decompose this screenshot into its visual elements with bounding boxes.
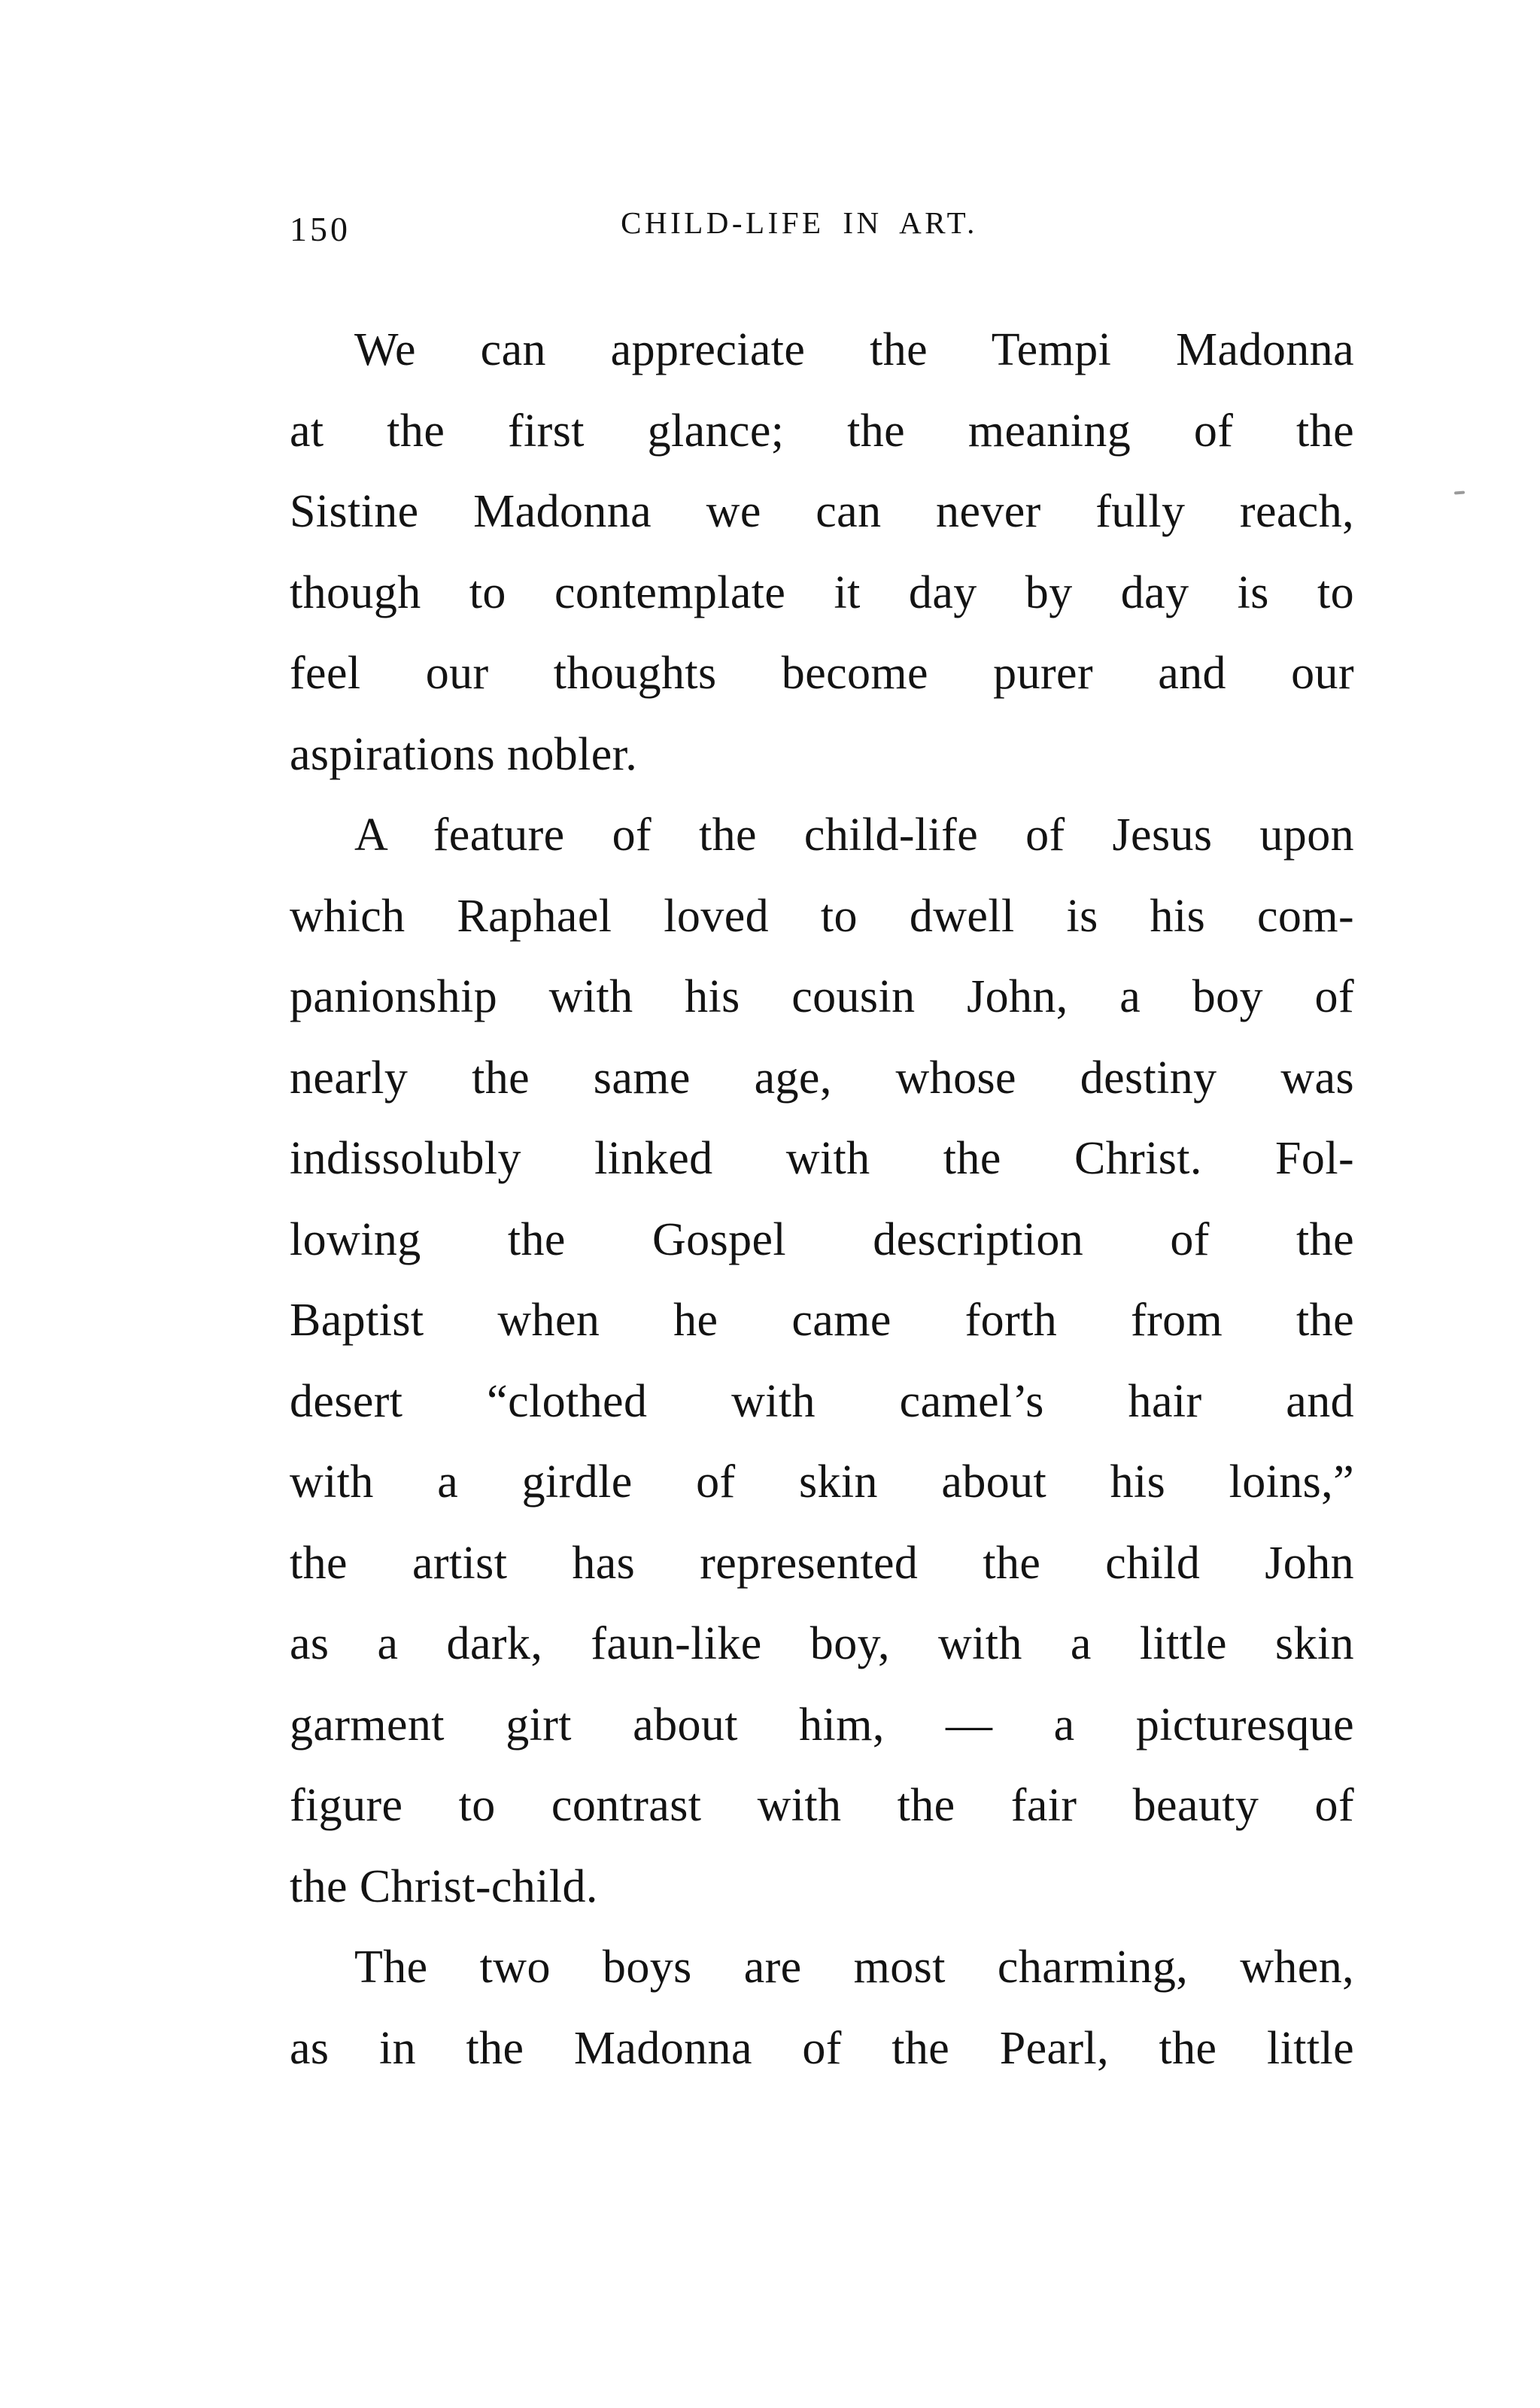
- paragraph: [290, 1927, 1354, 2089]
- text-line: as a dark, faun-like boy, with a little skin: [290, 1618, 1354, 1669]
- text-line: desert “clothed with camel’s hair and: [290, 1375, 1354, 1427]
- paragraph: [290, 310, 1354, 795]
- text-line: the Christ-child.: [290, 1860, 598, 1912]
- text-line: We can appreciate the Tempi Madonna: [354, 324, 1354, 375]
- text-block: [290, 310, 1354, 2089]
- text-line: which Raphael loved to dwell is his com-: [290, 890, 1354, 942]
- text-line: as in the Madonna of the Pearl, the little: [290, 2022, 1354, 2074]
- scan-artifact-mark: [1454, 491, 1465, 495]
- text-line: though to contemplate it day by day is to: [290, 566, 1354, 618]
- text-line: panionship with his cousin John, a boy of: [290, 971, 1354, 1022]
- text-line: nearly the same age, whose destiny was: [290, 1052, 1354, 1104]
- text-line: figure to contrast with the fair beauty of: [290, 1780, 1354, 1831]
- text-line: aspirations nobler.: [290, 728, 638, 780]
- text-line: The two boys are most charming, when,: [354, 1942, 1354, 1993]
- page-header-title: CHILD-LIFE IN ART.: [621, 205, 978, 240]
- text-line: indissolubly linked with the Christ. Fol-: [290, 1133, 1354, 1184]
- text-line: A feature of the child-life of Jesus upon: [354, 809, 1354, 861]
- text-line: garment girt about him, — a picturesque: [290, 1699, 1354, 1751]
- text-line: feel our thoughts become purer and our: [290, 648, 1354, 699]
- text-line: with a girdle of skin about his loins,”: [290, 1456, 1354, 1508]
- text-line: at the first glance; the meaning of the: [290, 405, 1354, 457]
- page-number: 150: [290, 210, 351, 248]
- paragraph: [290, 795, 1354, 1927]
- text-line: lowing the Gospel description of the: [290, 1213, 1354, 1265]
- text-line: the artist has represented the child John: [290, 1537, 1354, 1589]
- text-line: Sistine Madonna we can never fully reach,: [290, 486, 1354, 537]
- running-head: [290, 205, 1354, 257]
- text-line: Baptist when he came forth from the: [290, 1295, 1354, 1346]
